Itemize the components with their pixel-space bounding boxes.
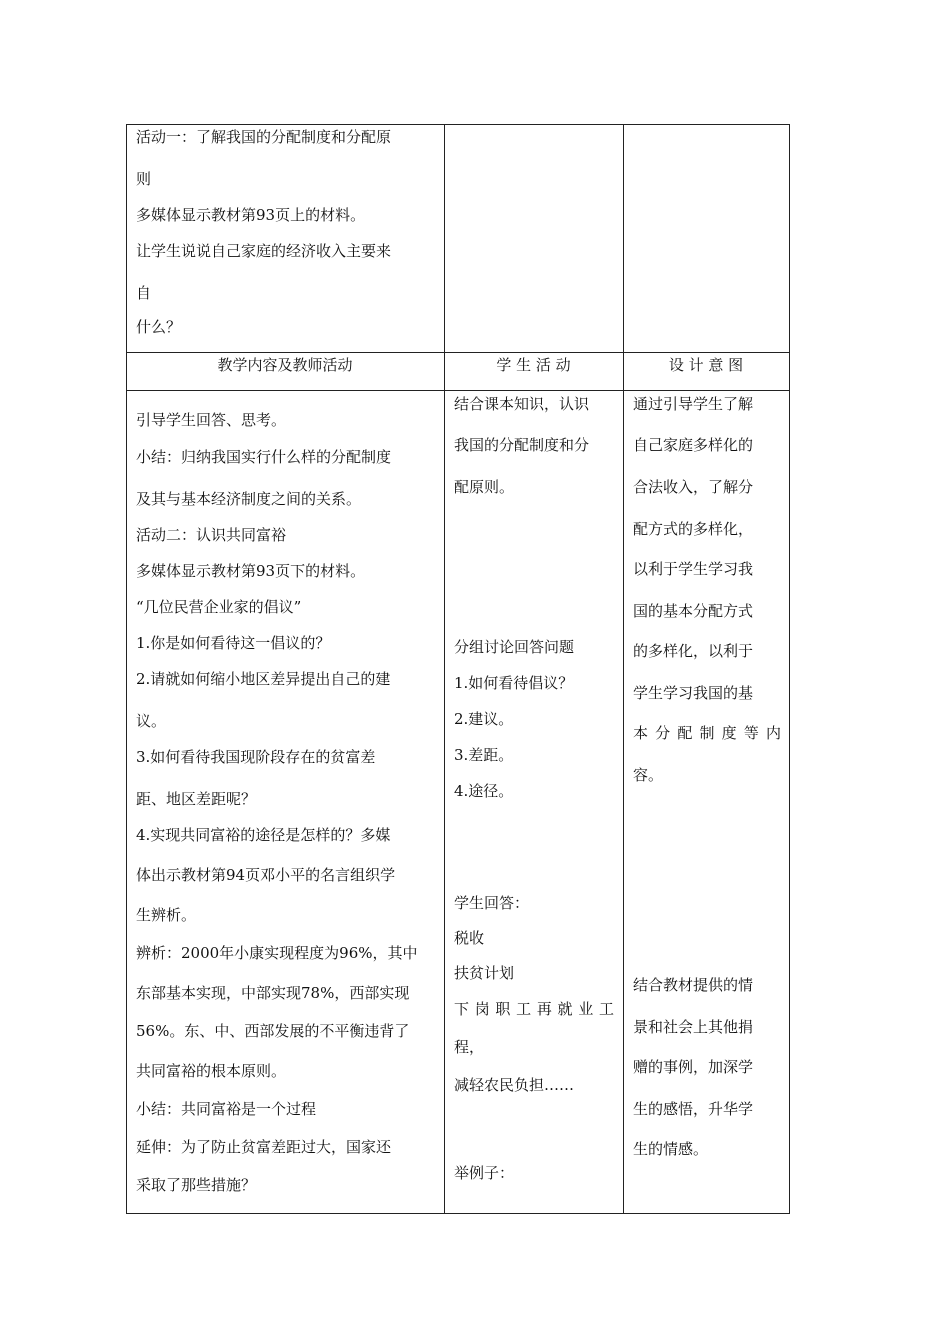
activity-one-line-2: 则 (136, 170, 152, 188)
teacher-line-12: 4.实现共同富裕的途径是怎样的？多媒 (136, 826, 391, 844)
header-design-intent: 设 计 意 图 (668, 356, 744, 374)
teacher-line-19: 小结：共同富裕是一个过程 (136, 1100, 317, 1118)
student-line-8: 4.途径。 (454, 782, 514, 800)
teacher-line-20: 延伸：为了防止贫富差距过大，国家还 (136, 1138, 392, 1156)
teacher-line-10: 3.如何看待我国现阶段存在的贫富差 (136, 748, 376, 766)
student-line-15: 举例子： (454, 1164, 515, 1182)
student-line-5: 1.如何看待倡议？ (454, 674, 574, 692)
intent-line-1: 通过引导学生了解 (633, 395, 754, 413)
student-line-6: 2.建议。 (454, 710, 514, 728)
teacher-line-11: 距、地区差距呢？ (136, 790, 257, 808)
intent-line-12: 景和社会上其他捐 (633, 1018, 754, 1036)
teacher-line-16: 东部基本实现，中部实现78%，西部实现 (136, 984, 410, 1002)
student-line-3: 配原则。 (454, 478, 515, 496)
teacher-line-5: 多媒体显示教材第93页下的材料。 (136, 562, 366, 580)
intent-line-14: 生的感悟，升华学 (633, 1100, 754, 1118)
intent-line-10: 容。 (633, 766, 664, 784)
teacher-line-21: 采取了那些措施？ (136, 1176, 257, 1194)
teacher-line-18: 共同富裕的根本原则。 (136, 1062, 287, 1080)
teacher-line-15: 辨析：2000年小康实现程度为96%，其中 (136, 944, 418, 962)
student-line-12: 下岗职工再就业工 (454, 1000, 614, 1018)
header-border-top (126, 352, 790, 353)
intent-line-8: 学生学习我国的基 (633, 684, 754, 702)
teacher-line-14: 生辨析。 (136, 906, 197, 924)
intent-line-9: 本分配制度等内 (633, 724, 781, 742)
teacher-line-6: “几位民营企业家的倡议” (136, 598, 302, 616)
intent-line-13: 赠的事例，加深学 (633, 1058, 754, 1076)
student-line-13: 程， (454, 1038, 485, 1056)
activity-one-line-3: 多媒体显示教材第93页上的材料。 (136, 206, 366, 224)
column-divider-1 (444, 124, 445, 1214)
student-line-7: 3.差距。 (454, 746, 514, 764)
table-border-right (789, 124, 790, 1214)
student-line-9: 学生回答： (454, 894, 530, 912)
teacher-line-13: 体出示教材第94页邓小平的名言组织学 (136, 866, 396, 884)
teacher-line-4: 活动二：认识共同富裕 (136, 526, 287, 544)
student-line-1: 结合课本知识，认识 (454, 395, 590, 413)
intent-line-2: 自己家庭多样化的 (633, 436, 754, 454)
teacher-line-8: 2.请就如何缩小地区差异提出自己的建 (136, 670, 391, 688)
intent-line-4: 配方式的多样化， (633, 520, 754, 538)
student-line-2: 我国的分配制度和分 (454, 436, 590, 454)
intent-line-3: 合法收入，了解分 (633, 478, 754, 496)
header-border-bottom (126, 390, 790, 391)
teacher-line-7: 1.你是如何看待这一倡议的？ (136, 634, 331, 652)
activity-one-line-5: 自 (136, 284, 152, 302)
student-line-4: 分组讨论回答问题 (454, 638, 575, 656)
teacher-line-2: 小结：归纳我国实行什么样的分配制度 (136, 448, 392, 466)
teacher-line-9: 议。 (136, 712, 167, 730)
student-line-10: 税收 (454, 929, 485, 947)
intent-line-6: 国的基本分配方式 (633, 602, 754, 620)
table-border-left (126, 124, 127, 1214)
activity-one-line-1: 活动一：了解我国的分配制度和分配原 (136, 128, 392, 146)
student-line-14: 减轻农民负担…… (454, 1076, 575, 1094)
column-divider-2 (623, 124, 624, 1214)
intent-line-5: 以利于学生学习我 (633, 560, 754, 578)
intent-line-7: 的多样化，以利于 (633, 642, 754, 660)
table-border-top (126, 124, 790, 125)
teacher-line-1: 引导学生回答、思考。 (136, 411, 287, 429)
activity-one-line-6: 什么？ (136, 318, 182, 336)
teacher-line-17: 56%。东、中、西部发展的不平衡违背了 (136, 1022, 410, 1040)
intent-line-11: 结合教材提供的情 (633, 976, 754, 994)
header-student-activity: 学 生 活 动 (496, 356, 571, 374)
intent-line-15: 生的情感。 (633, 1140, 709, 1158)
teacher-line-3: 及其与基本经济制度之间的关系。 (136, 490, 362, 508)
lesson-plan-table (126, 124, 790, 1214)
activity-one-line-4: 让学生说说自己家庭的经济收入主要来 (136, 242, 392, 260)
table-border-bottom (126, 1213, 790, 1214)
header-teaching-content: 教学内容及教师活动 (217, 356, 353, 374)
student-line-11: 扶贫计划 (454, 964, 515, 982)
